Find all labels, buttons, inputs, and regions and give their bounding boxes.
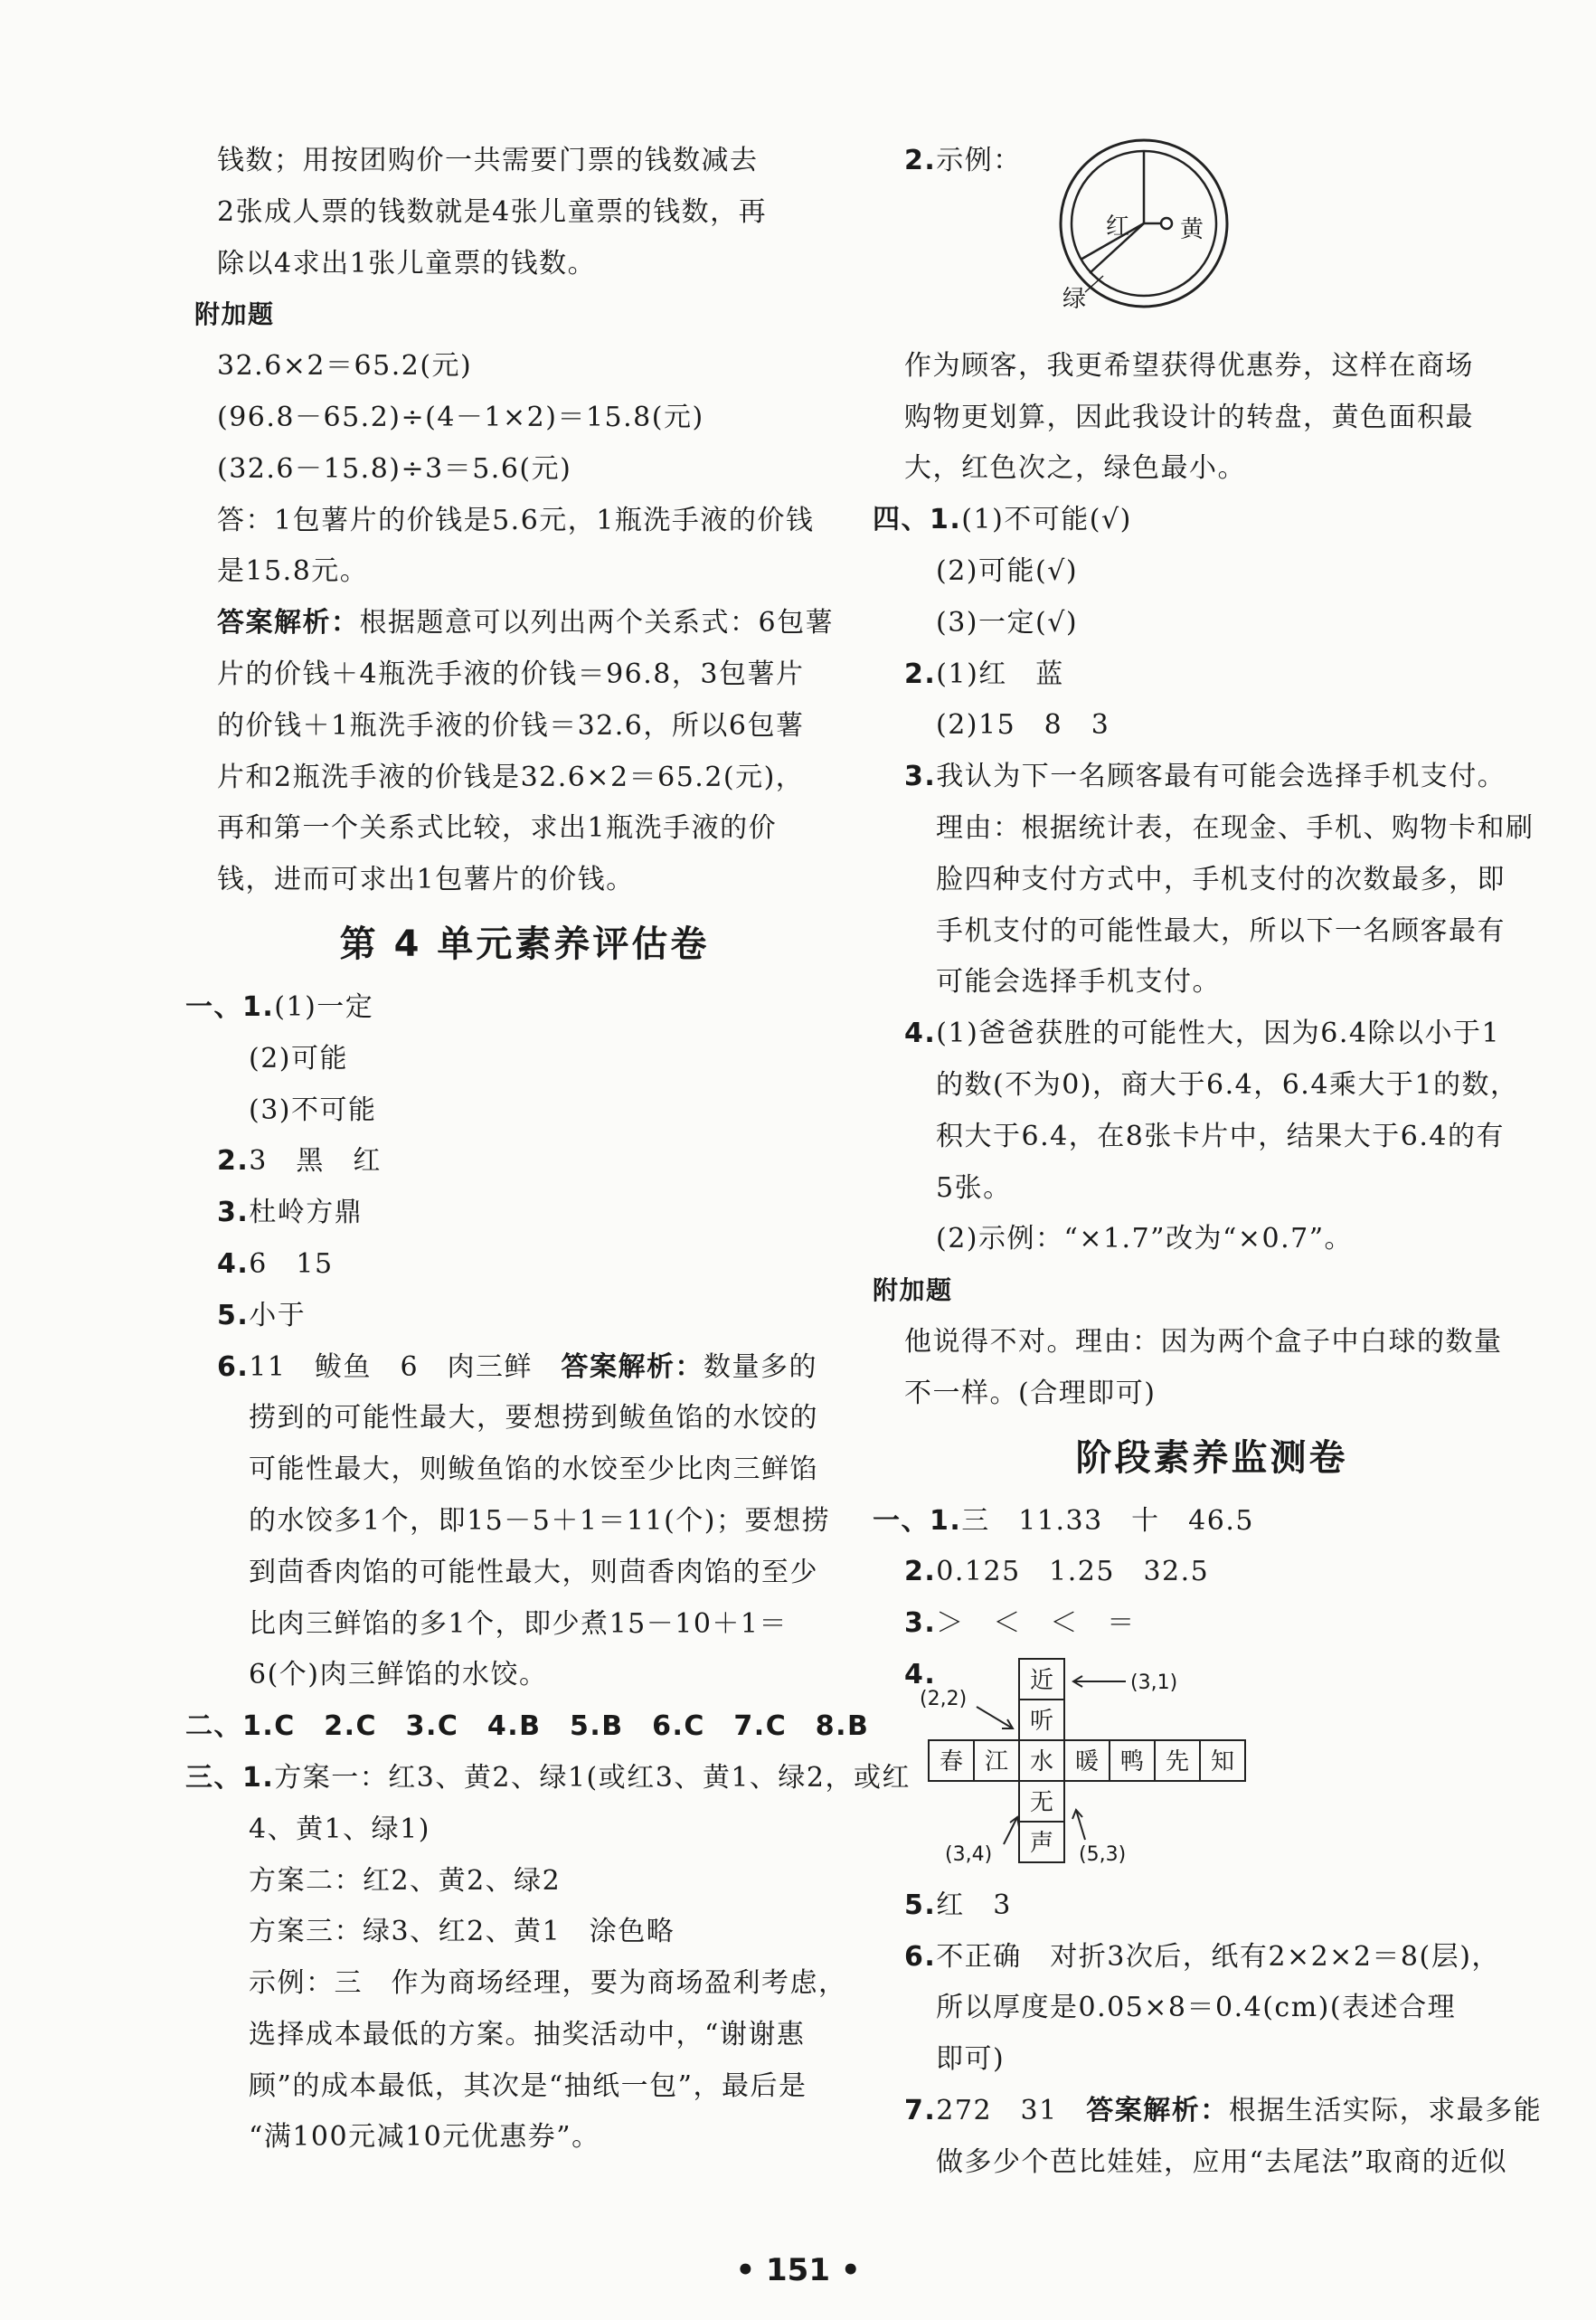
- text-line: 脸四种支付方式中，手机支付的次数最多，即: [936, 863, 1506, 895]
- text-line: 除以4求出1张儿童票的钱数。: [217, 247, 597, 279]
- poem-grid-icon: [918, 1654, 1307, 1880]
- text-line: 可能会选择手机支付。: [936, 966, 1221, 999]
- text-line: (2)示例：“×1.7”改为“×0.7”。: [936, 1223, 1354, 1255]
- question-line: 4.: [904, 1658, 937, 1690]
- text-line: (32.6－15.8)÷3＝5.6(元): [217, 452, 572, 485]
- text-line: 5张。: [936, 1171, 1012, 1204]
- poem-grid-figure: [873, 1654, 1551, 1880]
- extra-question-heading: 附加题: [194, 299, 275, 330]
- text-line: 理由：根据统计表，在现金、手机、购物卡和刷: [936, 811, 1535, 844]
- text-line: 作为顾客，我更希望获得优惠券，这样在商场: [904, 349, 1474, 382]
- grid-cell: 鸭: [1119, 1747, 1145, 1776]
- grid-cell: 声: [1029, 1829, 1054, 1857]
- question-line: 6.不正确 对折3次后，纸有2×2×2＝8(层)，: [904, 1940, 1500, 1973]
- text-line: 即可): [936, 2043, 1006, 2076]
- right-column: [873, 136, 1551, 2189]
- coord-label: (5,3): [1079, 1842, 1127, 1866]
- grid-cell: 春: [939, 1747, 964, 1776]
- pie-label-green: 绿: [1062, 285, 1087, 313]
- text-line: 2张成人票的钱数就是4张儿童票的钱数，再: [217, 195, 768, 228]
- question-line: 7.272 31 答案解析：根据生活实际，求最多能: [904, 2094, 1543, 2126]
- grid-cell: 知: [1210, 1747, 1235, 1776]
- text-line: 不一样。(合理即可): [904, 1377, 1157, 1409]
- grid-cell: 先: [1165, 1747, 1190, 1776]
- text-line: 大，红色次之，绿色最小。: [904, 452, 1246, 485]
- text-line: 捞到的可能性最大，要想捞到鲅鱼馅的水饺的: [249, 1402, 818, 1435]
- text-line: “满100元减10元优惠券”。: [249, 2121, 600, 2154]
- question-line: 四、1.(1)不可能(√): [873, 504, 1132, 536]
- text-line: 再和第一个关系式比较，求出1瓶洗手液的价: [217, 812, 778, 845]
- pie-label-red: 红: [1106, 213, 1130, 241]
- text-line: 片的价钱＋4瓶洗手液的价钱＝96.8，3包薯片: [217, 658, 805, 690]
- text-line: (2)可能(√): [936, 554, 1079, 587]
- unit4-title: 第 4 单元素养评估卷: [339, 923, 710, 965]
- text-line: (2)可能: [249, 1042, 348, 1075]
- coord-label: (3,4): [945, 1842, 993, 1866]
- text-line: (2)15 8 3: [936, 709, 1110, 742]
- question-line: 4.(1)爸爸获胜的可能性大，因为6.4除以小于1: [904, 1018, 1501, 1050]
- analysis-line: 答案解析：根据题意可以列出两个关系式：6包薯: [217, 607, 835, 639]
- text-line: (96.8－65.2)÷(4－1×2)＝15.8(元): [217, 401, 704, 433]
- text-line: 的水饺多1个，即15－5＋1＝11(个)；要想捞: [249, 1504, 831, 1537]
- text-line: 钱数；用按团购价一共需要门票的钱数减去: [217, 145, 759, 176]
- text-line: 答：1包薯片的价钱是5.6元，1瓶洗手液的价钱: [217, 504, 815, 536]
- question-line: 3.我认为下一名顾客最有可能会选择手机支付。: [904, 761, 1506, 793]
- pie-label-yellow: 黄: [1180, 215, 1204, 243]
- text-line: 积大于6.4，在8张卡片中，结果大于6.4的有: [936, 1120, 1506, 1152]
- question-line: 三、1.方案一：红3、黄2、绿1(或红3、黄1、绿2，或红: [185, 1761, 911, 1794]
- text-line: 钱，进而可求出1包薯片的价钱。: [217, 864, 635, 896]
- text-line: 示例：三 作为商场经理，要为商场盈利考虑，: [249, 1967, 847, 2000]
- section-two-answers: 二、1.C 2.C 3.C 4.B 5.B 6.C 7.C 8.B: [185, 1710, 870, 1743]
- text-line: 片和2瓶洗手液的价钱是32.6×2＝65.2(元)，: [217, 761, 805, 793]
- text-line: 32.6×2＝65.2(元): [217, 350, 473, 383]
- text-line: 顾”的成本最低，其次是“抽纸一包”，最后是: [249, 2069, 807, 2102]
- text-line: (3)一定(√): [936, 606, 1079, 639]
- grid-cell: 暖: [1074, 1747, 1100, 1776]
- coord-label: (2,2): [920, 1687, 968, 1710]
- analysis-label: 答案解析：: [217, 607, 360, 639]
- spinner-wheel-icon: [1053, 133, 1234, 314]
- question-line: 3.＞ ＜ ＜ ＝: [904, 1607, 1136, 1640]
- question-line: 2.示例：: [904, 145, 1022, 176]
- stage-title: 阶段素养监测卷: [1075, 1436, 1348, 1479]
- grid-cell: 听: [1029, 1707, 1054, 1735]
- text-line: 是15.8元。: [217, 555, 369, 588]
- text-line: 可能性最大，则鲅鱼馅的水饺至少比肉三鲜馅: [249, 1454, 818, 1486]
- page-number: • 151 •: [735, 2252, 861, 2288]
- question-line: 一、1.(1)一定: [185, 990, 374, 1023]
- spinner-figure: [873, 187, 1551, 341]
- grid-cell: 无: [1029, 1788, 1054, 1816]
- extra-question-heading: 附加题: [873, 1275, 953, 1306]
- question-line: 2.0.125 1.25 32.5: [904, 1556, 1210, 1588]
- question-line: 5.小于: [217, 1299, 307, 1331]
- text-line: 4、黄1、绿1): [249, 1813, 430, 1845]
- text-line: 到茴香肉馅的可能性最大，则茴香肉馅的至少: [249, 1556, 818, 1588]
- grid-cell: 江: [984, 1747, 1009, 1776]
- question-line: 2.(1)红 蓝: [904, 658, 1064, 690]
- text-line: 购物更划算，因此我设计的转盘，黄色面积最: [904, 401, 1474, 433]
- question-line: 3.杜岭方鼎: [217, 1197, 364, 1229]
- text-line: 他说得不对。理由：因为两个盒子中白球的数量: [904, 1325, 1503, 1358]
- left-column: [185, 136, 911, 2164]
- text-line: 方案三：绿3、红2、黄1 涂色略: [249, 1916, 675, 1948]
- question-line: 6.11 鲅鱼 6 肉三鲜 答案解析：数量多的: [217, 1350, 818, 1383]
- grid-cell: 近: [1029, 1666, 1054, 1694]
- text-line: 方案二：红2、黄2、绿2: [249, 1864, 562, 1897]
- question-line: 一、1.三 11.33 十 46.5: [873, 1504, 1254, 1537]
- text-line: 6(个)肉三鲜馅的水饺。: [249, 1659, 548, 1691]
- text-line: 选择成本最低的方案。抽奖活动中，“谢谢惠: [249, 2018, 806, 2050]
- text-line: 手机支付的可能性最大，所以下一名顾客最有: [936, 914, 1506, 947]
- coord-label: (3,1): [1130, 1671, 1178, 1694]
- question-line: 2.3 黑 红: [217, 1145, 382, 1178]
- text-line: 比肉三鲜馅的多1个，即少煮15－10＋1＝: [249, 1607, 789, 1640]
- text-line: 做多少个芭比娃娃，应用“去尾法”取商的近似: [936, 2145, 1508, 2178]
- grid-cell: 水: [1029, 1747, 1054, 1776]
- text-line: 所以厚度是0.05×8＝0.4(cm)(表述合理: [936, 1992, 1457, 2024]
- question-line: 4.6 15: [217, 1247, 334, 1280]
- question-line: 5.红 3: [904, 1889, 1012, 1921]
- text-line: (3)不可能: [249, 1094, 377, 1126]
- text-line: 的数(不为0)，商大于6.4，6.4乘大于1的数，: [936, 1068, 1519, 1101]
- text-line: 的价钱＋1瓶洗手液的价钱＝32.6，所以6包薯: [217, 709, 805, 742]
